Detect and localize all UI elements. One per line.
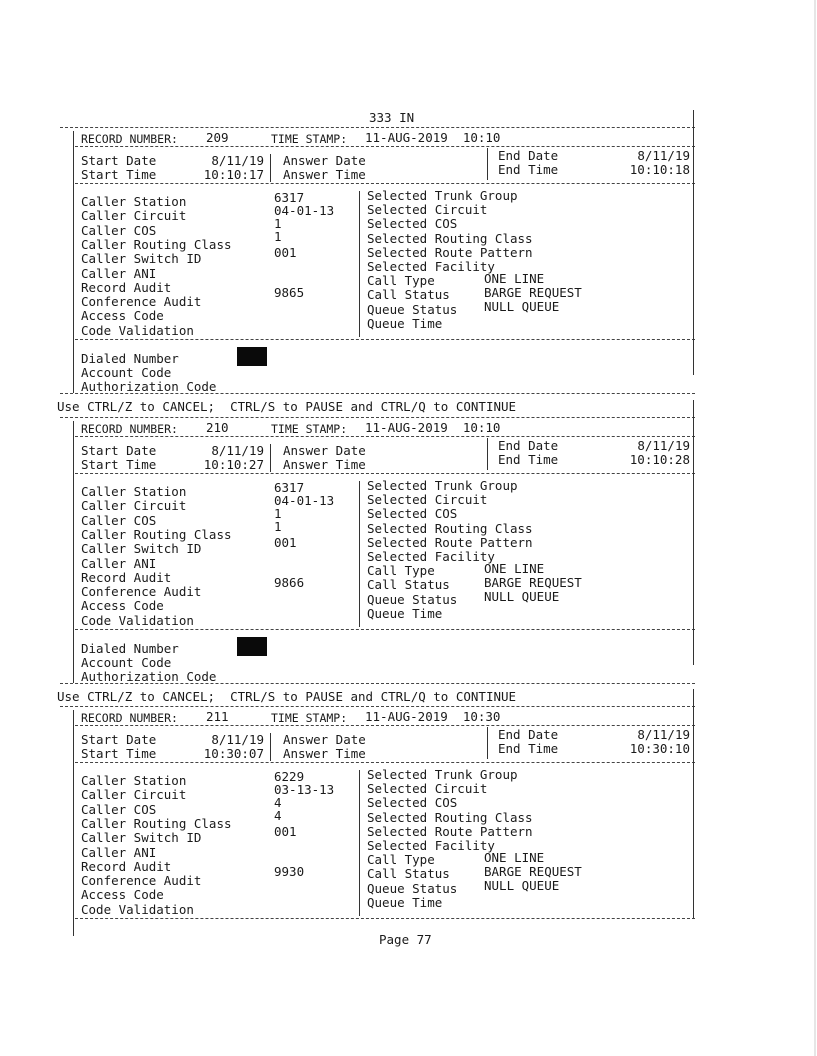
selected-trunk-group-label: Selected Trunk Group [367, 188, 518, 203]
selected-circuit-label: Selected Circuit [367, 492, 488, 508]
redaction-block [237, 347, 267, 366]
answer-time-label: Answer Time [283, 746, 366, 761]
record-audit-label: Record Audit [81, 569, 172, 585]
call-type-label: Call Type [367, 273, 435, 289]
call-type-value: ONE LINE [484, 561, 545, 577]
account-code-label: Account Code [81, 655, 172, 670]
queue-time-label: Queue Time [367, 894, 443, 910]
caller-circuit-value: 04-01-13 [274, 493, 335, 508]
redaction-block [237, 637, 267, 656]
access-code-label: Access Code [81, 598, 164, 614]
end-date-label: End Date [498, 148, 559, 163]
selected-routing-class-label: Selected Routing Class [367, 809, 533, 825]
end-date-label: End Date [498, 727, 559, 742]
caller-routing-class-label: Caller Routing Class [81, 236, 232, 252]
record-audit-value: 9866 [274, 575, 305, 590]
authorization-code-label: Authorization Code [81, 379, 217, 394]
start-time: 10:10:17 [203, 167, 264, 182]
caller-routing-class-label: Caller Routing Class [81, 815, 232, 831]
caller-station-value: 6229 [274, 769, 305, 784]
header-rule [75, 725, 695, 726]
call-type-label: Call Type [367, 563, 435, 579]
start-date-label: Start Date [81, 153, 157, 168]
start-date: 8/11/19 [211, 732, 264, 747]
caller-station-label: Caller Station [81, 773, 187, 788]
caller-switch-id-value: 001 [274, 245, 297, 260]
caller-cos-label: Caller COS [81, 512, 157, 528]
end-date: 8/11/19 [637, 148, 690, 163]
top-rule [60, 417, 695, 418]
control-instructions: Use CTRL/Z to CANCEL; CTRL/S to PAUSE and CTRL/Q to CONTINUE [57, 399, 517, 414]
selected-route-pattern-label: Selected Route Pattern [367, 823, 533, 839]
caller-switch-id-value: 001 [274, 535, 297, 550]
caller-cos-label: Caller COS [81, 222, 157, 238]
end-time-label: End Time [498, 452, 559, 467]
selected-cos-label: Selected COS [367, 506, 458, 522]
selected-trunk-group-label: Selected Trunk Group [367, 478, 518, 493]
queue-status-label: Queue Status [367, 591, 458, 607]
record-number: 210 [206, 420, 229, 435]
call-type-value: ONE LINE [484, 271, 545, 287]
end-time: 10:10:18 [629, 162, 690, 177]
time-stamp: 11-AUG-2019 10:10 [365, 420, 501, 435]
call-status-value: BARGE REQUEST [484, 864, 582, 880]
code-validation-label: Code Validation [81, 322, 194, 338]
end-time: 10:10:28 [629, 452, 690, 467]
page-footer: Page 77 [379, 932, 432, 947]
start-date: 8/11/19 [211, 443, 264, 458]
fields-rule [75, 918, 695, 919]
call-status-label: Call Status [367, 577, 450, 593]
conference-audit-label: Conference Audit [81, 584, 202, 600]
call-status-value: BARGE REQUEST [484, 575, 582, 591]
time-stamp-label: TIME STAMP: [271, 711, 348, 725]
caller-switch-id-label: Caller Switch ID [81, 541, 202, 557]
queue-status-label: Queue Status [367, 880, 458, 896]
caller-routing-class-value: 4 [274, 808, 282, 823]
end-date: 8/11/19 [637, 727, 690, 742]
caller-station-label: Caller Station [81, 194, 187, 209]
end-time-label: End Time [498, 162, 559, 177]
end-separator [487, 727, 488, 759]
call-status-label: Call Status [367, 287, 450, 303]
code-validation-label: Code Validation [81, 901, 194, 917]
record-number-label: RECORD NUMBER: [81, 132, 178, 146]
start-date: 8/11/19 [211, 153, 264, 168]
start-date-label: Start Date [81, 443, 157, 458]
start-time: 10:30:07 [203, 746, 264, 761]
selected-trunk-group-label: Selected Trunk Group [367, 767, 518, 782]
caller-cos-label: Caller COS [81, 801, 157, 817]
top-rule [60, 127, 695, 128]
left-border [73, 421, 74, 683]
selected-facility-label: Selected Facility [367, 549, 495, 564]
record-number: 209 [206, 130, 229, 145]
call-type-label: Call Type [367, 852, 435, 868]
selected-routing-class-label: Selected Routing Class [367, 230, 533, 246]
time-stamp: 11-AUG-2019 10:30 [365, 709, 501, 724]
answer-date-label: Answer Date [283, 732, 366, 747]
record-audit-value: 9930 [274, 864, 305, 879]
queue-status-value: NULL QUEUE [484, 877, 560, 893]
dialed-number-label: Dialed Number [81, 641, 179, 656]
right-border [693, 400, 694, 665]
selected-route-pattern-label: Selected Route Pattern [367, 244, 533, 260]
left-border [73, 131, 74, 393]
queue-status-value: NULL QUEUE [484, 588, 560, 604]
time-stamp-label: TIME STAMP: [271, 422, 348, 436]
start-time: 10:10:27 [203, 457, 264, 472]
caller-cos-value: 1 [274, 506, 282, 521]
queue-status-value: NULL QUEUE [484, 298, 560, 314]
start-date-label: Start Date [81, 732, 157, 747]
authorization-code-label: Authorization Code [81, 669, 217, 684]
selected-cos-label: Selected COS [367, 795, 458, 811]
record-number: 211 [206, 709, 229, 724]
end-date-label: End Date [498, 438, 559, 453]
time-stamp-label: TIME STAMP: [271, 132, 348, 146]
dates-rule [75, 473, 695, 474]
conference-audit-label: Conference Audit [81, 873, 202, 889]
time-stamp: 11-AUG-2019 10:10 [365, 130, 501, 145]
fields-separator [359, 770, 360, 916]
queue-time-label: Queue Time [367, 315, 443, 331]
caller-station-value: 6317 [274, 480, 305, 495]
page-header: 333 IN [369, 110, 415, 125]
call-status-label: Call Status [367, 866, 450, 882]
caller-cos-value: 1 [274, 216, 282, 231]
caller-ani-label: Caller ANI [81, 555, 157, 571]
selected-facility-label: Selected Facility [367, 838, 495, 853]
page-edge-shadow [814, 0, 816, 1056]
record-number-label: RECORD NUMBER: [81, 711, 178, 725]
queue-time-label: Queue Time [367, 605, 443, 621]
caller-cos-value: 4 [274, 795, 282, 810]
caller-station-value: 6317 [274, 190, 305, 205]
code-validation-label: Code Validation [81, 612, 194, 628]
dates-separator [270, 444, 271, 472]
queue-status-label: Queue Status [367, 301, 458, 317]
conference-audit-label: Conference Audit [81, 294, 202, 310]
start-time-label: Start Time [81, 167, 157, 182]
fields-rule [75, 339, 695, 340]
top-rule [60, 706, 695, 707]
end-separator [487, 148, 488, 180]
access-code-label: Access Code [81, 308, 164, 324]
selected-circuit-label: Selected Circuit [367, 202, 488, 218]
control-instructions: Use CTRL/Z to CANCEL; CTRL/S to PAUSE and CTRL/Q to CONTINUE [57, 689, 517, 704]
record-audit-value: 9865 [274, 285, 305, 300]
caller-routing-class-value: 1 [274, 519, 282, 534]
dates-separator [270, 154, 271, 182]
dialed-number-label: Dialed Number [81, 351, 179, 366]
header-rule [75, 146, 695, 147]
dates-rule [75, 762, 695, 763]
caller-circuit-label: Caller Circuit [81, 498, 187, 514]
record-audit-label: Record Audit [81, 858, 172, 874]
caller-circuit-label: Caller Circuit [81, 787, 187, 803]
start-time-label: Start Time [81, 457, 157, 472]
end-separator [487, 438, 488, 470]
left-border [73, 710, 74, 936]
caller-circuit-value: 03-13-13 [274, 782, 335, 797]
selected-circuit-label: Selected Circuit [367, 781, 488, 797]
fields-separator [359, 481, 360, 627]
answer-date-label: Answer Date [283, 153, 366, 168]
right-border [693, 689, 694, 918]
account-code-label: Account Code [81, 365, 172, 380]
caller-station-label: Caller Station [81, 484, 187, 499]
call-status-value: BARGE REQUEST [484, 285, 582, 301]
right-border [693, 110, 694, 375]
dates-separator [270, 733, 271, 761]
header-rule [75, 436, 695, 437]
selected-cos-label: Selected COS [367, 216, 458, 232]
caller-routing-class-value: 1 [274, 229, 282, 244]
caller-routing-class-label: Caller Routing Class [81, 526, 232, 542]
selected-routing-class-label: Selected Routing Class [367, 520, 533, 536]
answer-time-label: Answer Time [283, 167, 366, 182]
answer-date-label: Answer Date [283, 443, 366, 458]
caller-circuit-label: Caller Circuit [81, 208, 187, 224]
access-code-label: Access Code [81, 887, 164, 903]
caller-switch-id-value: 001 [274, 824, 297, 839]
fields-rule [75, 629, 695, 630]
answer-time-label: Answer Time [283, 457, 366, 472]
record-number-label: RECORD NUMBER: [81, 422, 178, 436]
end-time: 10:30:10 [629, 741, 690, 756]
selected-facility-label: Selected Facility [367, 259, 495, 274]
end-time-label: End Time [498, 741, 559, 756]
end-date: 8/11/19 [637, 438, 690, 453]
dates-rule [75, 183, 695, 184]
caller-ani-label: Caller ANI [81, 844, 157, 860]
record-audit-label: Record Audit [81, 279, 172, 295]
call-type-value: ONE LINE [484, 850, 545, 866]
caller-circuit-value: 04-01-13 [274, 203, 335, 218]
caller-switch-id-label: Caller Switch ID [81, 830, 202, 846]
caller-ani-label: Caller ANI [81, 265, 157, 281]
start-time-label: Start Time [81, 746, 157, 761]
selected-route-pattern-label: Selected Route Pattern [367, 534, 533, 550]
fields-separator [359, 191, 360, 337]
caller-switch-id-label: Caller Switch ID [81, 251, 202, 267]
